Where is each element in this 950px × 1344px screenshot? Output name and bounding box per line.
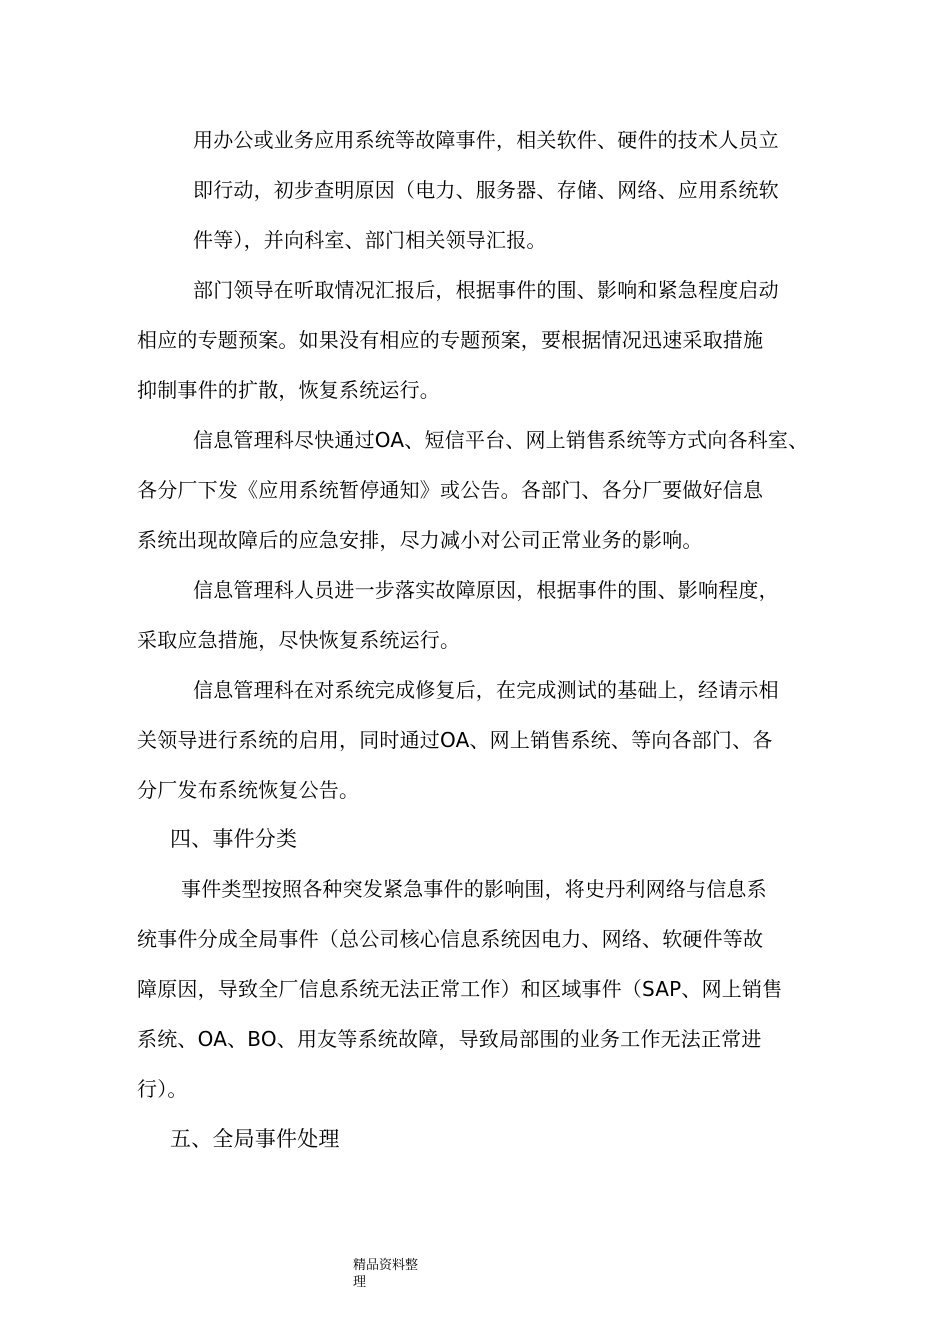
body-text-line: 即行动，初步查明原因（电力、服务器、存储、网络、应用系统软 <box>193 178 779 202</box>
body-text-line: 信息管理科在对系统完成修复后，在完成测试的基础上，经请示相 <box>193 678 779 702</box>
body-text-line: 事件类型按照各种突发紧急事件的影响围，将史丹利网络与信息系 <box>181 877 767 901</box>
body-text-line: 分厂发布系统恢复公告。 <box>137 778 360 802</box>
body-text-line: 统事件分成全局事件（总公司核心信息系统因电力、网络、软硬件等故 <box>137 927 764 951</box>
body-text-line: 障原因，导致全厂信息系统无法正常工作）和区域事件（SAP、网上销售 <box>137 977 783 1001</box>
body-text-line: 件等），并向科室、部门相关领导汇报。 <box>193 228 547 252</box>
body-text-line: 信息管理科尽快通过OA、短信平台、网上销售系统等方式向各科室、 <box>193 428 809 452</box>
body-text-line: 采取应急措施，尽快恢复系统运行。 <box>137 628 461 652</box>
footer-watermark-line: 理 <box>353 1275 367 1290</box>
body-text-line: 系统出现故障后的应急安排，尽力减小对公司正常业务的影响。 <box>137 528 703 552</box>
body-text-line: 信息管理科人员进一步落实故障原因，根据事件的围、影响程度， <box>193 578 779 602</box>
body-text-line: 行）。 <box>137 1077 188 1101</box>
footer-watermark-line: 精品资料整 <box>353 1258 419 1273</box>
body-text-line: 系统、OA、BO、用友等系统故障，导致局部围的业务工作无法正常进 <box>137 1027 762 1051</box>
section-heading: 四、事件分类 <box>170 827 298 851</box>
body-text-line: 抑制事件的扩散，恢复系统运行。 <box>137 378 440 402</box>
section-heading: 五、全局事件处理 <box>170 1127 340 1151</box>
body-text-line: 部门领导在听取情况汇报后，根据事件的围、影响和紧急程度启动 <box>193 278 779 302</box>
body-text-line: 关领导进行系统的启用，同时通过OA、网上销售系统、等向各部门、各 <box>137 728 773 752</box>
body-text-line: 相应的专题预案。如果没有相应的专题预案，要根据情况迅速采取措施 <box>137 328 764 352</box>
body-text-line: 各分厂下发《应用系统暂停通知》或公告。各部门、各分厂要做好信息 <box>137 478 764 502</box>
body-text-line: 用办公或业务应用系统等故障事件，相关软件、硬件的技术人员立 <box>193 128 779 152</box>
